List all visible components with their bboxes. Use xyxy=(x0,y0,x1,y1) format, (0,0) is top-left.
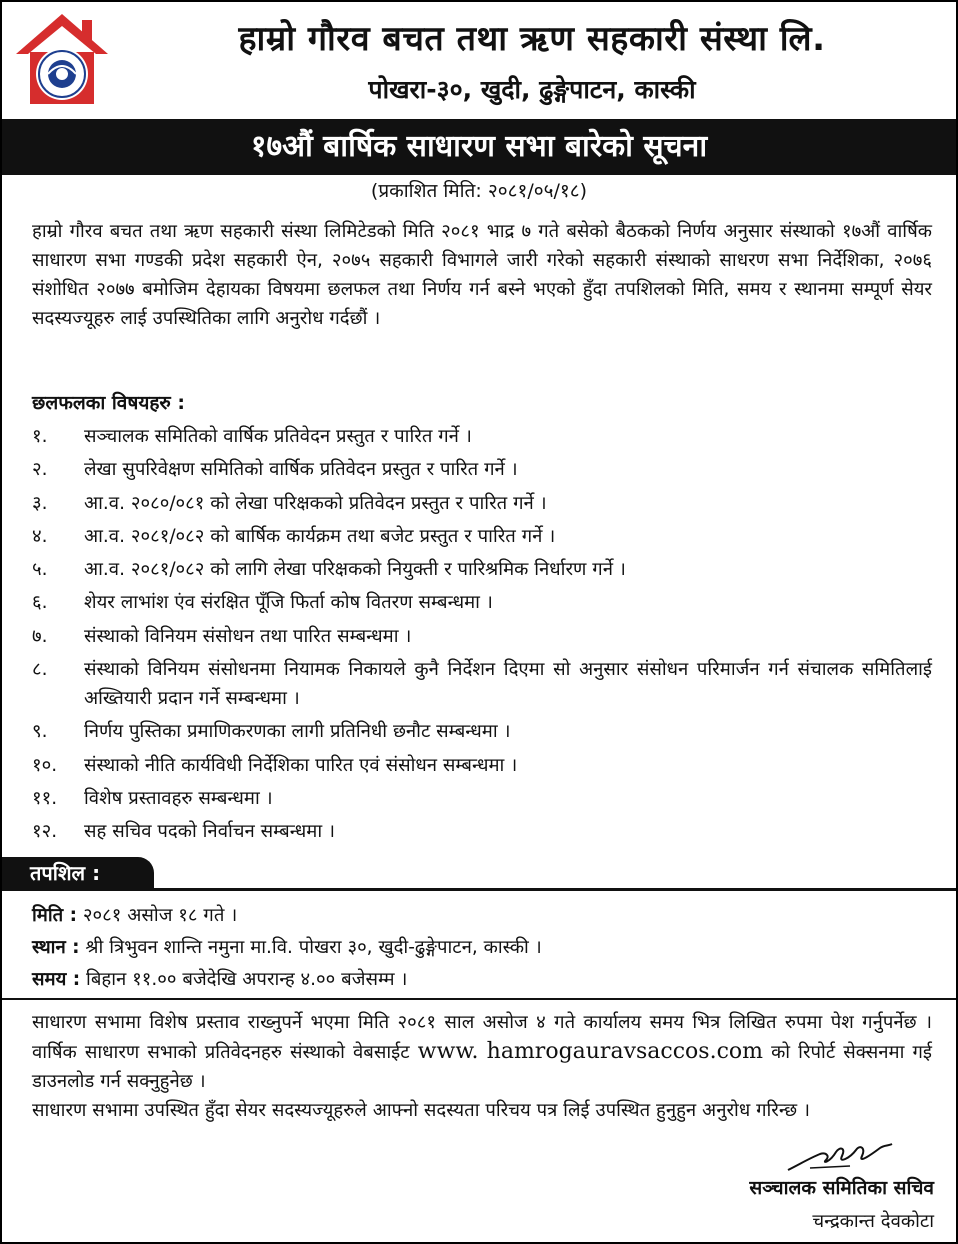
list-item-number: ७. xyxy=(32,625,48,647)
published-date: (प्रकाशित मिति: २०८१/०५/१८) xyxy=(370,180,588,202)
footer-notes xyxy=(32,1008,932,1125)
list-item xyxy=(32,489,932,518)
list-item-number: ९. xyxy=(32,721,48,743)
list-item-text: सञ्चालक समितिको वार्षिक प्रतिवेदन प्रस्तुत र पारित गर्ने । xyxy=(84,426,472,447)
cooperative-house-logo-icon xyxy=(12,10,112,110)
list-item-text: संस्थाको विनियम संसोधनमा नियामक निकायले कुनै निर्देशन दिएमा सो अनुसार संसोधन परिमार्जन गर्न संचालक समितिलाई अख्तियारी प्रदान गर्ने सम्बन्धमा । xyxy=(84,659,932,710)
notice-title: १७औं बार्षिक साधारण सभा बारेको सूचना xyxy=(2,119,956,175)
signatory-name: चन्द्रकान्त देवकोटा xyxy=(812,1211,934,1232)
list-item-number: ११. xyxy=(32,787,58,809)
meeting-venue xyxy=(32,932,932,964)
agenda-list xyxy=(32,422,932,851)
list-item-text: आ.व. २०८१/०८२ को लागि लेखा परिक्षकको नियुक्ती र पारिश्रमिक निर्धारण गर्ने । xyxy=(84,559,626,581)
list-item-number: १२. xyxy=(32,821,58,843)
list-item xyxy=(32,817,932,846)
list-item xyxy=(32,784,932,813)
meeting-time xyxy=(32,964,932,996)
list-item-text: सह सचिव पदको निर्वाचन सम्बन्धमा । xyxy=(84,821,335,843)
details-tab: तपशिल : xyxy=(2,857,154,889)
list-item-number: ८. xyxy=(32,659,48,681)
organization-name: हाम्रो गौरव बचत तथा ऋण सहकारी संस्था लि. xyxy=(238,19,826,59)
venue-label: स्थान : xyxy=(32,937,80,958)
footer-divider xyxy=(2,998,956,1000)
time-value: बिहान ११.०० बजेदेखि अपरान्ह ४.०० बजेसम्म । xyxy=(80,969,408,990)
footer-paragraph-2: साधारण सभामा उपस्थित हुँदा सेयर सदस्यज्यूहरुले आफ्नो सदस्यता परिचय पत्र लिई उपस्थित हुनुहुन अनुरोध गरिन्छ । xyxy=(32,1100,811,1121)
list-item-text: विशेष प्रस्तावहरु सम्बन्धमा । xyxy=(84,787,273,809)
website-prefix: www. xyxy=(417,1039,479,1064)
list-item-number: १०. xyxy=(32,754,58,776)
time-label: समय : xyxy=(32,969,81,990)
list-item-text: आ.व. २०८०/०८१ को लेखा परिक्षकको प्रतिवेदन प्रस्तुत र पारित गर्ने । xyxy=(84,492,547,514)
signatory-title: सञ्चालक समितिका सचिव xyxy=(749,1177,934,1199)
list-item xyxy=(32,422,932,451)
handwritten-signature-icon xyxy=(780,1138,900,1178)
intro-paragraph: हाम्रो गौरव बचत तथा ऋण सहकारी संस्था लिमिटेडको मिति २०८१ भाद्र ७ गते बसेको बैठकको निर्णय अनुसार संस्थाको १७औं वार्षिक साधारण सभा गण्डकी प्रदेश सहकारी ऐन, २०७५ सहकारी विभागले जारी गरेको सहकारी संस्थाको साधरण सभा निर्देशिका, २०७६ संशोधित २०७७ बमोजिम देहायका विषयमा छलफल तथा निर्णय गर्न बस्ने भएको हुँदा तपशिलको मिति, समय र स्थानमा सम्पूर्ण सेयर सदस्यज्यूहरु लाई उपस्थितिका लागि अनुरोध गर्दछौं । xyxy=(32,221,932,329)
list-item xyxy=(32,555,932,584)
list-item-number: ५. xyxy=(32,559,48,581)
list-item-number: २. xyxy=(32,459,48,481)
details-divider xyxy=(2,888,956,891)
list-item-text: आ.व. २०८१/०८२ को बार्षिक कार्यक्रम तथा बजेट प्रस्तुत र पारित गर्ने । xyxy=(84,525,556,547)
footer-paragraph-1-start: साधारण सभामा विशेष प्रस्ताव राख्नुपर्ने भएमा मिति २०८१ साल असोज ४ गते कार्यालय समय भित्र लिखित रुपमा पेश गर्नुपर्नेछ । वार्षिक साधारण सभाको प्रतिवेदनहरु संस्थाको वेबसाईट xyxy=(32,1012,932,1063)
list-item-number: १. xyxy=(32,426,48,447)
website-link[interactable]: hamrogauravsaccos.com xyxy=(486,1039,763,1064)
list-item xyxy=(32,455,932,484)
list-item xyxy=(32,751,932,780)
list-item xyxy=(32,522,932,551)
date-value: २०८१ असोज १८ गते । xyxy=(77,905,238,926)
footer-paragraph-1-end: को रिपोर्ट सेक्सनमा गई डाउनलोड गर्न सक्नुहुनेछ । xyxy=(32,1042,932,1092)
list-item-text: लेखा सुपरिवेक्षण समितिको वार्षिक प्रतिवेदन प्रस्तुत र पारित गर्ने । xyxy=(84,459,518,481)
list-item xyxy=(32,717,932,746)
list-item xyxy=(32,655,932,713)
date-label: मिति : xyxy=(32,905,78,926)
details-section xyxy=(32,900,932,996)
list-item-text: शेयर लाभांश एंव संरक्षित पूँजि फिर्ता कोष वितरण सम्बन्धमा । xyxy=(84,592,493,614)
list-item-text: निर्णय पुस्तिका प्रमाणिकरणका लागी प्रतिनिधी छनौट सम्बन्धमा । xyxy=(84,721,511,743)
venue-value: श्री त्रिभुवन शान्ति नमुना मा.वि. पोखरा ३०, खुदी-ढुङ्गेपाटन, कास्की । xyxy=(79,937,542,958)
list-item-text: संस्थाको विनियम संसोधन तथा पारित सम्बन्धमा । xyxy=(84,625,412,647)
footer-paragraph-1 xyxy=(32,1008,932,1096)
list-item-number: ३. xyxy=(32,492,48,514)
organization-address: पोखरा-३०, खुदी, ढुङ्गेपाटन, कास्की xyxy=(368,75,696,104)
list-item-number: ६. xyxy=(32,592,48,614)
list-item-text: संस्थाको नीति कार्यविधी निर्देशिका पारित एवं संसोधन सम्बन्धमा । xyxy=(84,754,518,776)
list-item xyxy=(32,588,932,617)
list-item xyxy=(32,622,932,651)
meeting-date xyxy=(32,900,932,932)
header xyxy=(2,2,956,119)
agenda-heading: छलफलका विषयहरु : xyxy=(32,392,186,414)
list-item-number: ४. xyxy=(32,525,48,547)
